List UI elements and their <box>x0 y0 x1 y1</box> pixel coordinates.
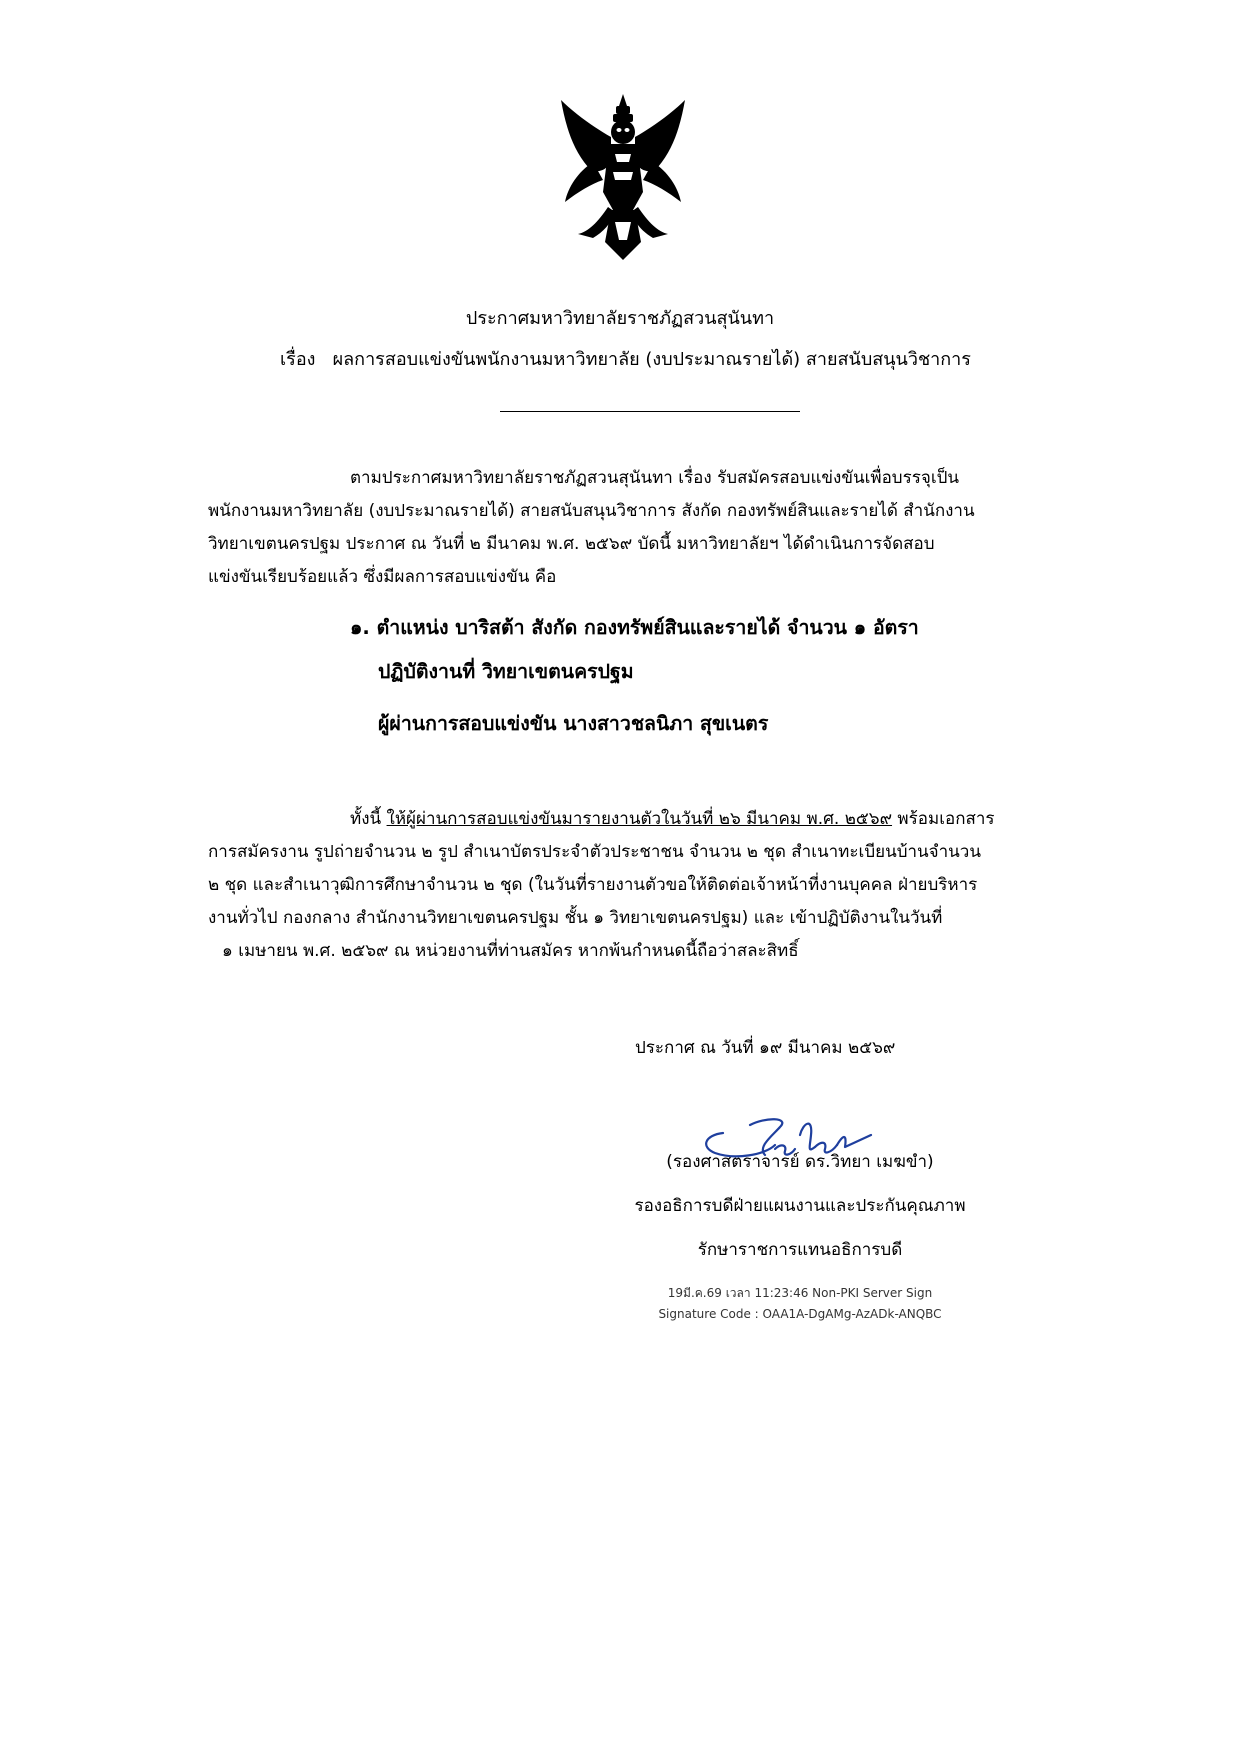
signer-name: (รองศาสตราจารย์ ดร.วิทยา เมฆขำ) <box>666 1152 934 1172</box>
e-sign-code: Signature Code : OAA1A-DgAMg-AzADk-ANQBC <box>658 1307 942 1321</box>
workplace-line: ปฏิบัติงานที่ วิทยาเขตนครปฐม <box>378 660 634 683</box>
notice-line-4: งานทั่วไป กองกลาง สำนักงานวิทยาเขตนครปฐม ชั้น ๑ วิทยาเขตนครปฐม) และ เข้าปฏิบัติงานในวันที่ <box>208 908 943 928</box>
signer-title: รองอธิการบดีฝ่ายแผนงานและประกันคุณภาพ <box>634 1196 966 1216</box>
notice-line-3: ๒ ชุด และสำเนาวุฒิการศึกษาจำนวน ๒ ชุด (ในวันที่รายงานตัวขอให้ติดต่อเจ้าหน้าที่งานบุคคล ฝ่ายบริหาร <box>208 875 978 895</box>
intro-line-2: พนักงานมหาวิทยาลัย (งบประมาณรายได้) สายสนับสนุนวิชาการ สังกัด กองทรัพย์สินและรายได้ สำนักงาน <box>208 501 975 521</box>
announce-date: ประกาศ ณ วันที่ ๑๙ มีนาคม ๒๕๖๙ <box>635 1038 896 1058</box>
notice-line-1 <box>350 803 995 836</box>
passed-candidate-line: ผู้ผ่านการสอบแข่งขัน นางสาวชลนิภา สุขเนตร <box>378 712 769 735</box>
e-sign-timestamp: 19มี.ค.69 เวลา 11:23:46 Non-PKI Server Sign <box>667 1286 933 1300</box>
notice-line-5: ๑ เมษายน พ.ศ. ๒๕๖๙ ณ หน่วยงานที่ท่านสมัคร หากพ้นกำหนดนี้ถือว่าสละสิทธิ์ <box>222 941 799 961</box>
intro-line-1: ตามประกาศมหาวิทยาลัยราชภัฏสวนสุนันทา เรื่อง รับสมัครสอบแข่งขันเพื่อบรรจุเป็น <box>350 468 960 488</box>
intro-line-4: แข่งขันเรียบร้อยแล้ว ซึ่งมีผลการสอบแข่งขัน คือ <box>208 567 557 587</box>
garuda-emblem <box>553 92 693 262</box>
position-line: ๑. ตำแหน่ง บาริสต้า สังกัด กองทรัพย์สินและรายได้ จำนวน ๑ อัตรา <box>350 616 919 639</box>
signer-acting-title: รักษาราชการแทนอธิการบดี <box>697 1240 903 1260</box>
notice-line-2: การสมัครงาน รูปถ่ายจำนวน ๒ รูป สำเนาบัตรประจำตัวประชาชน จำนวน ๒ ชุด สำเนาทะเบียนบ้านจำนวน <box>208 842 981 862</box>
notice-suffix: พร้อมเอกสาร <box>892 809 995 829</box>
subject-line <box>280 344 971 373</box>
document-title: ประกาศมหาวิทยาลัยราชภัฏสวนสุนันทา <box>465 308 775 329</box>
notice-prefix: ทั้งนี้ <box>350 809 387 829</box>
subject-label: เรื่อง <box>280 349 316 370</box>
intro-line-3: วิทยาเขตนครปฐม ประกาศ ณ วันที่ ๒ มีนาคม พ.ศ. ๒๕๖๙ บัดนี้ มหาวิทยาลัยฯ ได้ดำเนินการจัดสอบ <box>208 534 935 554</box>
notice-report-date: ให้ผู้ผ่านการสอบแข่งขันมารายงานตัวในวันที่ ๒๖ มีนาคม พ.ศ. ๒๕๖๙ <box>386 809 893 829</box>
subject-text: ผลการสอบแข่งขันพนักงานมหาวิทยาลัย (งบประมาณรายได้) สายสนับสนุนวิชาการ <box>332 349 971 370</box>
title-divider <box>500 411 800 412</box>
